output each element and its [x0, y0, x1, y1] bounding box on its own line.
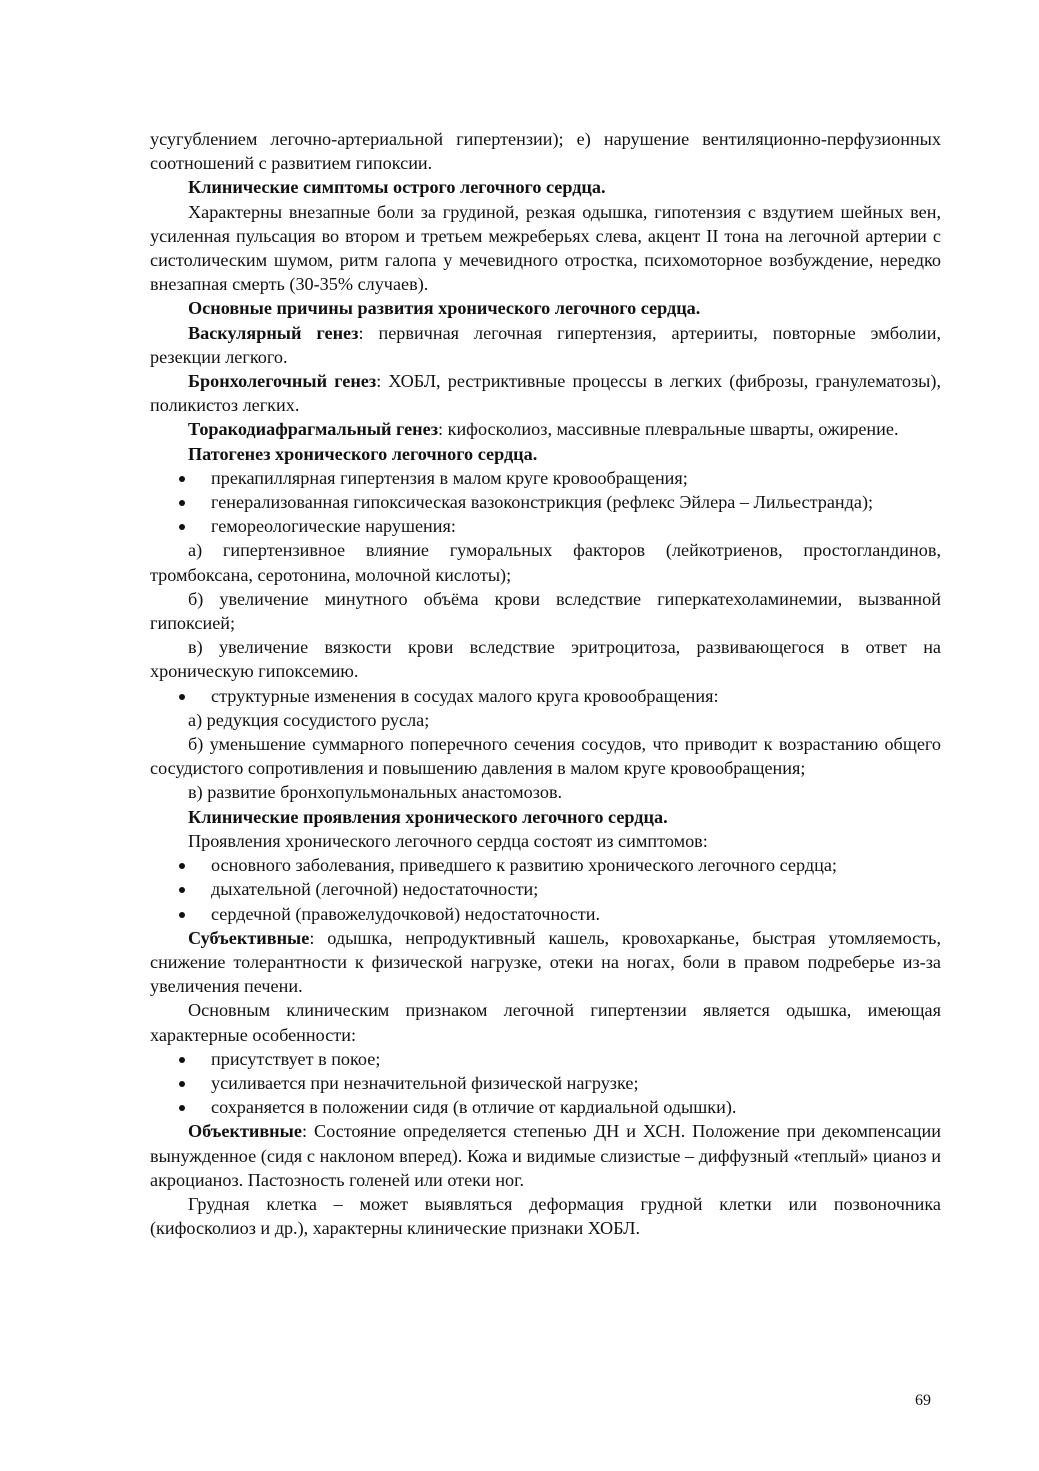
bullet-icon — [179, 694, 185, 700]
bullet-icon — [179, 476, 185, 482]
hemo-item: в) увеличение вязкости крови вследствие эритроцитоза, развивающегося в ответ на хроническую гипоксемию. — [150, 637, 941, 682]
broncho-text: : ХОБЛ, рестриктивные процессы в легких (фиброзы, гранулематозы), поликистоз легких. — [150, 371, 941, 416]
list-item: сердечной (правожелудочковой) недостаточности. — [150, 902, 941, 926]
bullet-icon — [179, 912, 185, 918]
clinic-intro: Проявления хронического легочного сердца состоят из симптомов: — [188, 830, 708, 851]
list-item: основного заболевания, приведшего к развитию хронического легочного сердца; — [150, 853, 941, 877]
subjective-label: Субъективные — [188, 927, 310, 948]
patho-bullet-list — [150, 466, 941, 539]
struct-item: в) развитие бронхопульмональных анастомозов. — [188, 782, 563, 803]
objective-paragraph — [150, 1119, 941, 1192]
objective-label: Объективные — [188, 1121, 302, 1142]
thoraco-paragraph — [150, 417, 941, 441]
struct-item: б) уменьшение суммарного поперечного сечения сосудов, что приводит к возрастанию общего сосудистого сопротивления и повышению давления в малом круге кровообращения; — [150, 734, 941, 779]
subjective-text: : одышка, непродуктивный кашель, кровохарканье, быстрая утомляемость, снижение толерантности к физической нагрузке, отеки на ногах, боли в правом подреберье из-за увеличения печени. — [150, 927, 941, 997]
list-item: гемореологические нарушения: — [150, 514, 941, 538]
acute-heading: Клинические симптомы острого легочного сердца. — [188, 177, 606, 198]
bullet-icon — [179, 1057, 185, 1063]
acute-paragraph: Характерны внезапные боли за грудиной, резкая одышка, гипотензия с вздутием шейных вен, усиленная пульсация во втором и третьем межреберьях слева, акцент II тона на легочной артерии с систолическим шумом, ритм галопа у мечевидного отростка, психомоторное возбуждение, нередко внезапная смерть (30-35% случаев). — [150, 201, 941, 295]
bullet-icon — [179, 500, 185, 506]
hemo-item: а) гипертензивное влияние гуморальных факторов (лейкотриенов, простогландинов, тромбоксана, серотонина, молочной кислоты); — [150, 540, 941, 585]
broncho-label: Бронхолегочный генез — [188, 371, 377, 392]
intro-paragraph: усугублением легочно-артериальной гипертензии); е) нарушение вентиляционно-перфузионных соотношений с развитием гипоксии. — [150, 129, 941, 174]
bullet-icon — [179, 1105, 185, 1111]
bullet-icon — [179, 887, 185, 893]
list-item: прекапиллярная гипертензия в малом круге кровообращения; — [150, 466, 941, 490]
objective-text: : Состояние определяется степенью ДН и ХСН. Положение при декомпенсации вынужденное (сидя с наклоном вперед). Кожа и видимые слизистые – диффузный «теплый» цианоз и акроцианоз. Пастозность голеней или отеки ног. — [150, 1121, 941, 1190]
list-item: дыхательной (легочной) недостаточности; — [150, 877, 941, 901]
thoraco-label: Торакодиафрагмальный генез — [188, 419, 439, 440]
patho-heading: Патогенез хронического легочного сердца. — [188, 443, 538, 464]
list-item: структурные изменения в сосудах малого круга кровообращения: — [150, 684, 941, 708]
vascular-text: : первичная легочная гипертензия, артерииты, повторные эмболии, резекции легкого. — [150, 322, 941, 367]
clinic-heading: Клинические проявления хронического легочного сердца. — [188, 806, 668, 827]
hemo-item: б) увеличение минутного объёма крови вследствие гиперкатехоламинемии, вызванной гипоксией; — [150, 588, 941, 634]
bullet-icon — [179, 524, 185, 530]
list-item: усиливается при незначительной физической нагрузке; — [150, 1071, 941, 1095]
broncho-paragraph — [150, 369, 941, 417]
list-item: сохраняется в положении сидя (в отличие от кардиальной одышки). — [150, 1095, 941, 1119]
bullet-icon — [179, 863, 185, 869]
struct-item: а) редукция сосудистого русла; — [188, 709, 430, 730]
bullet-icon — [179, 1081, 185, 1087]
thoraco-text: : кифосколиоз, массивные плевральные шварты, ожирение. — [438, 419, 899, 440]
list-item: присутствует в покое; — [150, 1047, 941, 1071]
dyspnea-paragraph: Основным клиническим признаком легочной гипертензии является одышка, имеющая характерные особенности: — [150, 1000, 941, 1045]
vascular-label: Васкулярный генез — [188, 322, 359, 343]
list-item: генерализованная гипоксическая вазоконстрикция (рефлекс Эйлера – Лильестранда); — [150, 490, 941, 514]
chest-paragraph: Грудная клетка – может выявляться деформация грудной клетки или позвоночника (кифосколиоз и др.), характерны клинические признаки ХОБЛ. — [150, 1193, 941, 1239]
page-number: 69 — [915, 1392, 931, 1409]
causes-heading: Основные причины развития хронического легочного сердца. — [188, 298, 701, 319]
dyspnea-bullet-list — [150, 1047, 941, 1120]
vascular-paragraph — [150, 321, 941, 369]
subjective-paragraph — [150, 926, 941, 999]
page-content — [150, 127, 941, 1240]
struct-bullet-list — [150, 684, 941, 708]
clinic-bullet-list — [150, 853, 941, 926]
